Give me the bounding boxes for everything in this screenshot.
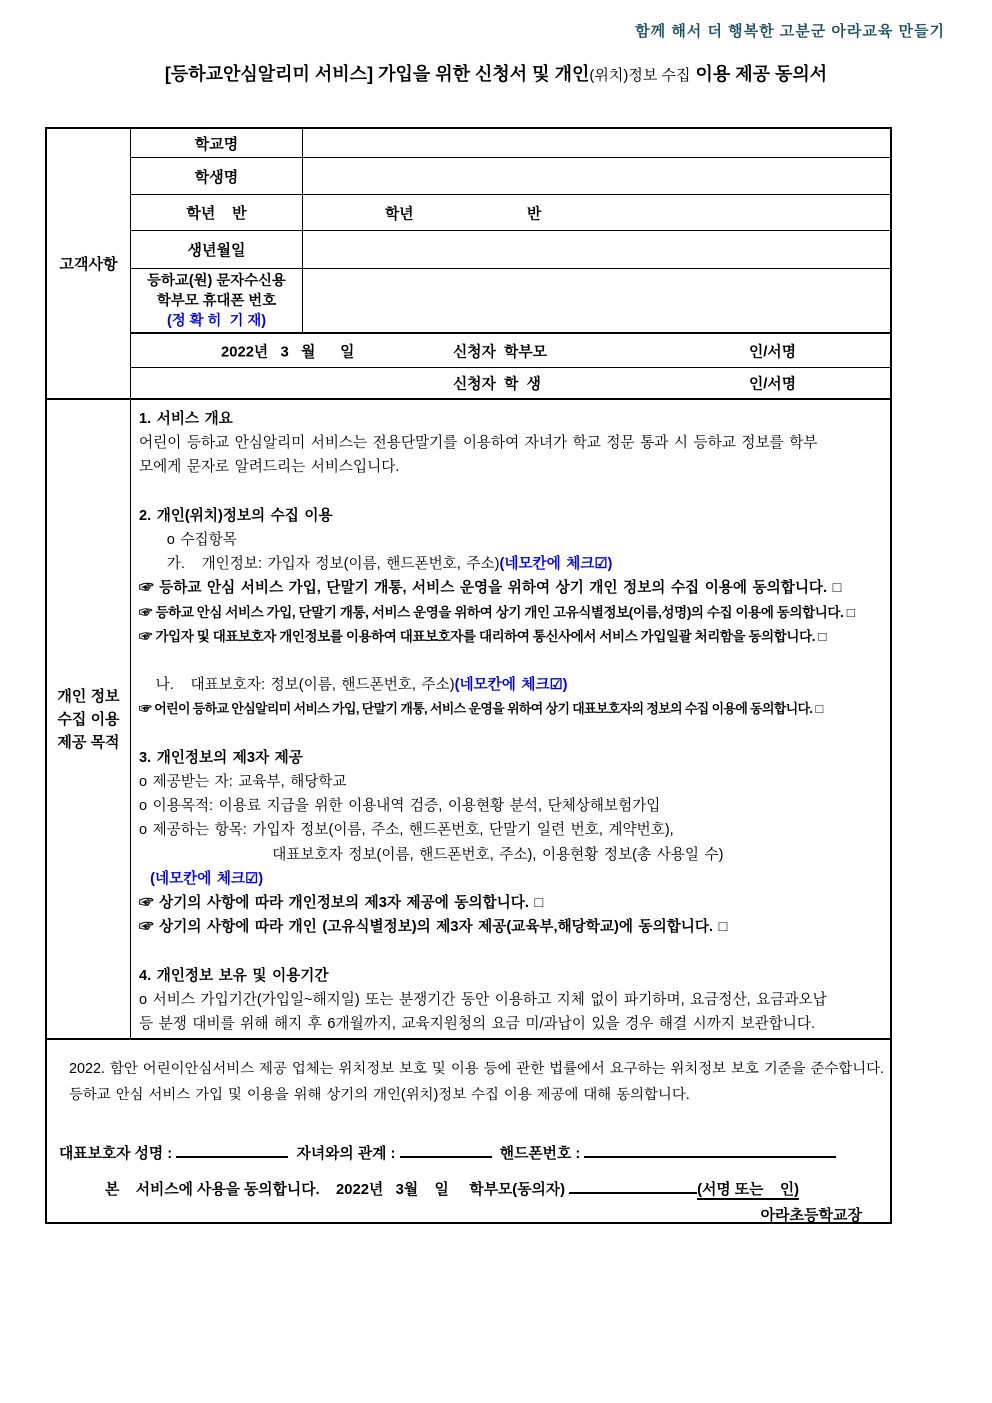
text-segment: 등하교 안심 서비스 가입 및 이용을 위해 상기의 개인(위치)정보 수집 이용 제공에 대해 동의합니다. [69,1087,690,1103]
purpose-label-line1: 개인 정보 [57,687,120,705]
text-segment: 2022. 함안 어린이안심서비스 제공 업체는 위치정보 보호 및 이용 등에 관한 법률에서 요구하는 위치정보 보호 기준을 준수합니다. [69,1061,885,1077]
text-line [139,867,882,891]
signature-blank [400,1143,492,1158]
parent-phone-value-cell [303,269,890,334]
grade-class-label-cell [131,195,303,231]
text-line [139,794,882,818]
text-segment: ☞ 등하교 안심 서비스 가입, 단말기 개통, 서비스 운영을 위하여 상기 개인 정보의 수집 이용에 동의합니다. □ [139,580,842,597]
text-segment: 정보 수집 [628,67,691,84]
consent-line [139,625,882,649]
student-name-label: 학생명 [194,168,239,186]
text-segment: o 수집항목 [139,532,237,549]
text-segment: (서명 또는 인) [697,1182,800,1198]
text-segment: 학부모(동의자) [448,1182,570,1198]
text-line [139,1012,882,1036]
section1-heading [139,407,882,431]
grade-value-label: 학년 [385,206,414,222]
text-segment: 2. 개인(위치)정보의 수집 이용 [139,507,333,524]
consent-line [139,891,882,915]
text-line [139,528,882,552]
signature-blank [584,1143,836,1158]
text-segment: (네모칸에 체크☑) [139,870,264,887]
parent-seal-label: 인/서명 [749,344,796,360]
text-line [139,722,882,746]
text-segment: o 제공하는 항목: 가입자 정보(이름, 주소, 핸드폰번호, 단말기 일련 번호, 계약번호), [139,822,674,839]
customer-section-label: 고객사항 [59,256,118,273]
birthdate-label: 생년월일 [187,242,246,259]
section3-heading [139,746,882,770]
school-name-label-cell [131,129,303,158]
agreement-statement [69,1056,885,1108]
school-slogan: 함께 해서 더 행복한 고분군 아라교육 만들기 [635,23,945,40]
text-line [139,939,882,963]
consent-line [139,915,882,939]
customer-section-label-cell [47,129,131,400]
text-segment: 이용 제공 동의서 [690,64,828,84]
student-name-label-cell [131,158,303,195]
text-line [139,843,882,867]
guardian-signature-line [59,1142,836,1163]
text-segment: 어린이 등하교 안심알리미 서비스는 전용단말기를 이용하여 자녀가 학교 정문 통과 시 등하교 정보를 학부 [139,435,818,452]
text-line [139,649,882,673]
text-segment: 4. 개인정보 보유 및 이용기간 [139,967,329,984]
text-segment: 대표보호자 성명 : [59,1146,177,1162]
text-segment: o 서비스 가입기간(가입일~해지일) 또는 분쟁기간 동안 이용하고 지체 없이 파기하며, 요금정산, 요금과오납 [139,991,827,1008]
birthdate-label-cell [131,231,303,269]
text-segment: ☞ 가입자 및 대표보호자 개인정보를 이용하여 대표보호자를 대리하여 통신사에서 서비스 가입일괄 처리함을 동의합니다. □ [139,628,827,644]
birthdate-value-cell [303,231,890,269]
signature-blank [176,1143,288,1158]
text-segment: 등 분쟁 대비를 위해 해지 후 6개월까지, 교육지원청의 요금 미/과납이 있을 경우 해결 시까지 보관합니다. [139,1016,816,1033]
application-date: 2022년 3 월 일 [221,344,355,360]
text-line [139,988,882,1012]
text-segment: 1. 서비스 개요 [139,411,233,427]
student-seal-label: 인/서명 [749,376,796,393]
text-line [69,1056,885,1082]
parent-signature-row [131,334,890,368]
text-segment: ☞ 상기의 사항에 따라 개인정보의 제3자 제공에 동의합니다. □ [139,895,544,912]
text-line [139,552,882,576]
text-segment: 3. 개인정보의 제3자 제공 [139,749,303,766]
text-segment: 핸드폰번호 : [491,1146,585,1162]
text-segment: ☞ 등하교 안심 서비스 가입, 단말기 개통, 서비스 운영을 위하여 상기 개인 고유식별정보(이름,성명)의 수집 이용에 동의합니다. □ [139,604,855,620]
section4-heading [139,964,882,988]
purpose-label-line2: 수집 이용 [57,710,120,728]
class-value-label: 반 [527,206,542,222]
text-segment: 자녀와의 관계 : [288,1146,400,1162]
consent-line [139,601,882,625]
text-segment: o 제공받는 자: 교육부, 해당학교 [139,774,347,791]
school-name-value-cell [303,129,890,158]
parent-phone-label-line3: (정 확 히 기 재) [166,312,267,329]
purpose-section-label-cell [47,400,131,1038]
agreement-footer-box [47,1038,890,1222]
parent-phone-label-cell [131,269,303,334]
parent-phone-label-line1: 등하교(원) 문자수신용 [147,272,286,289]
consent-form-table [45,127,892,1224]
text-segment: 대표보호자 정보(이름, 핸드폰번호, 주소), 이용현황 정보(총 사용일 수) [139,846,724,863]
text-segment: ☞ 어린이 등하교 안심알리미 서비스 가입, 단말기 개통, 서비스 운영을 위하여 상기 대표보호자의 정보의 수집 이용에 동의합니다. □ [139,701,823,717]
consent-line [139,697,882,721]
consent-line [139,576,882,600]
purpose-label-line3: 제공 목적 [57,733,120,751]
signature-blank [569,1179,697,1194]
applicant-parent-label: 신청자 학부모 [453,344,547,360]
text-line [139,770,882,794]
applicant-student-label: 신청자 학 생 [453,376,541,393]
consent-terms-content [131,400,890,1038]
text-segment: ☞ 상기의 사항에 따라 개인 (고유식별정보)의 제3자 제공(교육부,해당학교)에 동의합니다. □ [139,919,728,936]
text-line [139,455,882,479]
grade-class-value-cell [303,195,890,231]
student-signature-row [131,368,890,400]
grade-class-label: 학년 반 [186,205,247,222]
text-segment: (네모칸에 체크☑) [454,677,568,694]
text-segment: 가. 개인정보: 가입자 정보(이름, 핸드폰번호, 주소) [139,556,500,573]
text-segment: [등하교안심알리미 서비스] 가입을 위한 신청서 및 개인 [164,64,590,84]
text-segment: 2022년 3월 일 [336,1182,449,1198]
text-line [139,818,882,842]
principal-name: 아라초등학교장 [760,1207,862,1224]
text-segment: 나. 대표보호자: 정보(이름, 핸드폰번호, 주소) [139,677,455,694]
page-title [0,60,992,86]
school-name-label: 학교명 [194,135,239,153]
section2-heading [139,504,882,528]
text-line [139,431,882,455]
text-segment: o 이용목적: 이용료 지급을 위한 이용내역 검증, 이용현황 분석, 단체상해보험가입 [139,798,661,815]
text-line [139,480,882,504]
text-segment: 본 서비스에 사용을 동의합니다. [105,1182,337,1198]
text-line [139,673,882,697]
text-segment: 모에게 문자로 알려드리는 서비스입니다. [139,459,400,476]
parent-phone-label-line2: 학부모 휴대폰 번호 [156,292,277,309]
text-line [69,1082,869,1108]
text-segment: (위치) [589,67,629,84]
text-segment: (네모칸에 체크☑) [499,556,613,573]
student-name-value-cell [303,158,890,195]
parent-consent-signature-line [105,1178,799,1199]
